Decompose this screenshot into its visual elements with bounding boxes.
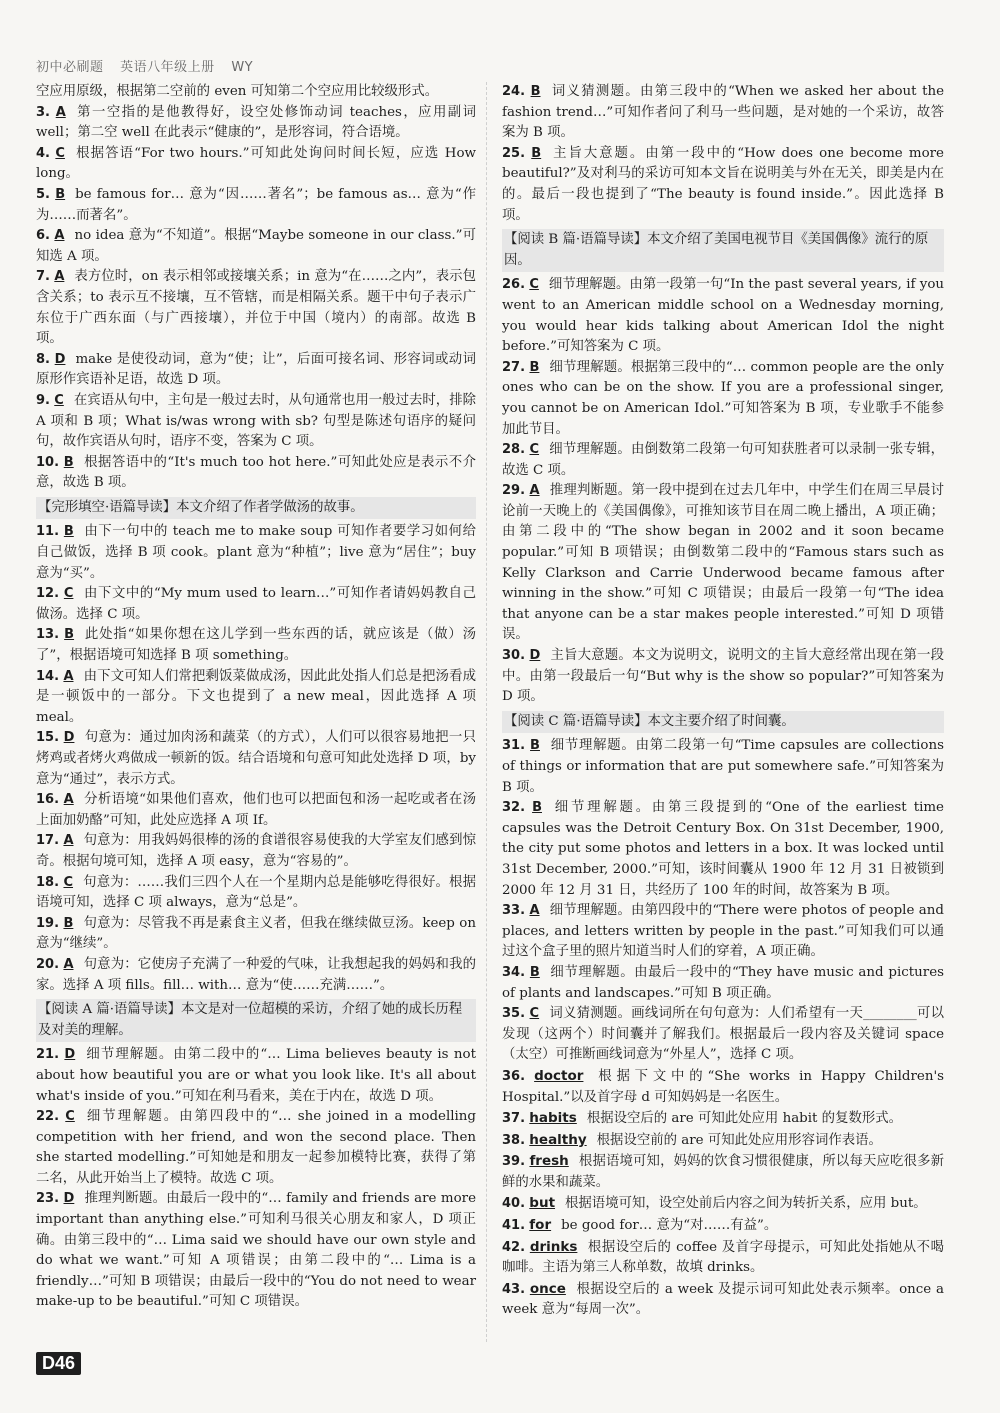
- answer-key: C: [54, 392, 64, 408]
- answer-key: A: [63, 668, 74, 684]
- answer-item: [502, 1237, 944, 1279]
- answer-key: B: [63, 915, 74, 931]
- question-number: 14.: [36, 668, 60, 684]
- explanation-text: 根据下文中的“She works in Happy Children's Hospital.”以及首字母 d 可知妈妈是一名医生。: [502, 1068, 944, 1105]
- answer-key: B: [530, 738, 540, 754]
- explanation-text: 分析语境“如果他们喜欢，他们也可以把面包和汤一起吃或者在汤上面加奶酪”可知，此处应选择 A 项 If。: [36, 792, 476, 828]
- question-number: 30.: [502, 648, 526, 664]
- explanation-text: 细节理解题。由倒数第二段第一句可知获胜者可以录制一张专辑，故选 C 项。: [502, 442, 944, 478]
- explanation-text: 根据语境可知，设空处前后内容之间为转折关系，应用 but。: [565, 1196, 927, 1212]
- explanation-text: 根据语境可知，妈妈的饮食习惯很健康，所以每天应吃很多新鲜的水果和蔬菜。: [502, 1154, 945, 1190]
- answer-item: [36, 1189, 476, 1313]
- question-number: 9.: [36, 392, 50, 408]
- book-title: 初中必刷题: [36, 60, 104, 75]
- explanation-text: 由下文可知人们常把剩饭菜做成汤，因此此处指人们总是把汤看成是一顿饭中的一部分。下文也提到了 a new meal，因此选择 A 项 meal。: [36, 668, 476, 725]
- answer-item: [502, 1151, 944, 1193]
- answer-item: [502, 1004, 944, 1066]
- answer-key: B: [64, 627, 75, 643]
- answer-item: [36, 185, 476, 226]
- answer-key: C: [529, 277, 539, 293]
- answer-key: A: [54, 269, 65, 285]
- explanation-text: 细节理解题。由第四段中的“There were photos of people and places, and letters written by people in the past.”可知我们可以通过这个盒子里的照片知道当时人们的穿着，A 项正确。: [502, 903, 944, 960]
- section-heading: 【阅读 A 篇·语篇导读】本文是对一位超模的采访，介绍了她的成长历程及对美的理解。: [36, 999, 476, 1042]
- question-number: 41.: [502, 1218, 526, 1234]
- answer-item: [502, 358, 944, 440]
- answer-key: fresh: [529, 1153, 569, 1170]
- answer-item: [36, 267, 476, 349]
- answer-item: [502, 1193, 944, 1215]
- section-heading: 【阅读 C 篇·语篇导读】本文主要介绍了时间囊。: [502, 711, 944, 734]
- question-number: 28.: [502, 442, 526, 458]
- answer-key: B: [529, 359, 540, 375]
- answer-key: D: [64, 1047, 76, 1063]
- question-number: 13.: [36, 627, 60, 643]
- question-number: 15.: [36, 730, 60, 746]
- explanation-text: 主旨大意题。由第一段中的“How does one become more beautiful?”及对利马的采访可知本文旨在说明美与外在无关，即美是内在的。最后一段也提到了“The beauty is found inside.”。因此选择 B 项。: [502, 145, 944, 223]
- explanation-text: 表方位时，on 表示相邻或接壤关系；in 意为“在……之内”，表示包含关系；to 表示互不接壤，互不管辖，而是相隔关系。题干中句子表示广东位于广西东面（与广西接壤），并位于中国（境内）的南部。故选 B 项。: [36, 269, 477, 347]
- question-number: 27.: [502, 359, 526, 375]
- answer-item: [502, 901, 944, 963]
- section-heading: 【阅读 B 篇·语篇导读】本文介绍了美国电视节目《美国偶像》流行的原因。: [502, 229, 944, 272]
- question-number: 20.: [36, 956, 60, 972]
- answer-key: B: [532, 800, 542, 816]
- explanation-text: 推理判断题。由最后一段中的“… family and friends are more important than anything else.”可知利马很关心朋友和家人，D 项正确。由第三段中的“… Lima said we should have our own style and do what we want.”可知 A 项错误；由第二段中的“… Lima is a friendly…”可知 B 项错误；由最后一段中的“You do not need to wear make-up to be beautiful.”可知 C 项错误。: [36, 1191, 476, 1310]
- explanation-text: 细节理解题。由最后一段中的“They have music and pictures of plants and landscapes.”可知 B 项正确。: [502, 964, 944, 1001]
- explanation-text: 句意为：尽管我不再是素食主义者，但我在继续做豆汤。keep on 意为“继续”。: [36, 915, 476, 952]
- answer-item: [36, 955, 476, 996]
- column-divider: [486, 82, 487, 1342]
- explanation-text: 根据设空后的 are 可知此处应用 habit 的复数形式。: [586, 1111, 903, 1127]
- subject-title: 英语八年级上册: [120, 60, 215, 75]
- answer-item: [502, 1130, 944, 1152]
- answer-item: [502, 82, 944, 144]
- answer-key: D: [63, 1191, 75, 1207]
- explanation-text: 细节理解题。根据第三段中的“… common people are the only ones who can be on the show. If you are a professional singer, you cannot be on American Idol.”可知答案为 B 项，专业歌手不能参加此节目。: [502, 359, 944, 437]
- question-number: 16.: [36, 792, 60, 808]
- answer-item: [36, 144, 476, 185]
- question-number: 43.: [502, 1281, 526, 1297]
- answer-item: [36, 350, 476, 391]
- answer-key: A: [63, 956, 74, 972]
- explanation-text: be good for… 意为“对……有益”。: [561, 1218, 778, 1234]
- answer-key: C: [63, 586, 74, 602]
- answer-item: [502, 798, 944, 901]
- answer-key: habits: [529, 1110, 577, 1127]
- answer-item: [36, 728, 476, 790]
- edition-label: WY: [231, 60, 254, 75]
- question-number: 26.: [502, 277, 526, 293]
- answer-item: [502, 275, 944, 357]
- question-number: 42.: [502, 1239, 526, 1255]
- explanation-text: 句意为：用我妈妈很棒的汤的食谱很容易使我的大学室友们感到惊奇。根据句境可知，选择 A 项 easy，意为“容易的”。: [36, 833, 476, 869]
- answer-key: A: [54, 228, 65, 244]
- answer-key: C: [55, 145, 65, 161]
- answer-key: C: [65, 1109, 75, 1125]
- question-number: 24.: [502, 84, 526, 99]
- question-number: 25.: [502, 145, 526, 161]
- answer-item: [502, 1108, 944, 1130]
- running-header: [36, 58, 265, 79]
- answer-item: [36, 584, 476, 625]
- question-number: 31.: [502, 738, 526, 754]
- answer-key: D: [63, 730, 75, 746]
- answer-item: [502, 440, 944, 481]
- explanation-text: 细节理解题。由第二段中的“… Lima believes beauty is not about how beautiful you are or what you look like. It's all about what's inside of you.”可知在利马看来，美在于内在，故选 D 项。: [36, 1047, 476, 1104]
- explanation-text: 句意为：它使房子充满了一种爱的气味，让我想起我的妈妈和我的家。选择 A 项 fills。fill… with… 意为“使……充满……”。: [36, 956, 476, 993]
- left-column: [36, 82, 476, 1313]
- question-number: 29.: [502, 483, 526, 499]
- explanation-text: 根据设空前的 are 可知此处应用形容词作表语。: [596, 1132, 882, 1148]
- question-number: 17.: [36, 833, 60, 849]
- question-number: 6.: [36, 228, 50, 244]
- answer-key: B: [529, 964, 540, 980]
- answer-key: healthy: [529, 1131, 587, 1148]
- question-number: 23.: [36, 1191, 60, 1207]
- explanation-text: 细节理解题。由第一段第一句“In the past several years, if you went to an American middle school on a Wednesday morning, you would hear kids talking about American Idol the night before.”可知答案为 C 项。: [502, 277, 944, 355]
- question-number: 21.: [36, 1047, 60, 1063]
- explanation-text: 细节理解题。由第三段提到的“One of the earliest time capsules was the Detroit Century Box. On 31st December, 1900, the city put some photos and letters in a box. It was locked until 31st December, 2000.”可知，该时间囊从 1900 年 12 月 31 日被锁到 2000 年 12 月 31 日，共经历了 100 年的时间，故答案为 B 项。: [502, 800, 944, 898]
- answer-item: [36, 103, 476, 144]
- answer-key: C: [529, 1006, 540, 1022]
- answer-key: D: [54, 351, 66, 367]
- explanation-text: 由下一句中的 teach me to make soup 可知作者要学习如何给自己做饭，选择 B 项 cook。plant 意为“种植”；live 意为“居住”；buy 意为“买”。: [36, 524, 476, 581]
- explanation-text: 词义猜测题。画线词所在句句意为：人们希望有一天________可以发现（这两个）时间囊并了解我们。根据最后一段内容及关键词 space（太空）可推断画线词意为“外星人”，选择 C 项。: [502, 1006, 944, 1063]
- answer-item: [502, 736, 944, 798]
- question-number: 3.: [36, 104, 50, 120]
- question-number: 33.: [502, 903, 526, 919]
- explanation-text: 句意为：通过加肉汤和蔬菜（的方式），人们可以很容易地把一只烤鸡或者烤火鸡做成一顿新的饭。结合语境和句意可知此处选择 D 项，by 意为“通过”，表示方式。: [36, 730, 476, 787]
- question-number: 38.: [502, 1132, 526, 1148]
- answer-item: [36, 226, 476, 267]
- answer-item: [36, 667, 476, 729]
- question-number: 18.: [36, 874, 60, 890]
- answer-item: [36, 625, 476, 666]
- question-number: 12.: [36, 586, 60, 602]
- answer-key: A: [529, 903, 540, 919]
- answer-item: [502, 144, 944, 226]
- explanation-text: 在宾语从句中，主句是一般过去时，从句通常也用一般过去时，排除 A 项和 B 项；What is/was wrong with sb? 句型是陈述句语序的疑问句，故作宾语从句时，语序不变，答案为 C 项。: [36, 392, 476, 450]
- answer-key: C: [63, 874, 74, 890]
- answer-item: [36, 1107, 476, 1189]
- answer-item: [502, 1279, 944, 1321]
- answer-key: B: [63, 524, 74, 540]
- answer-key: B: [531, 145, 542, 161]
- answer-key: C: [529, 442, 540, 458]
- question-number: 11.: [36, 524, 60, 540]
- answer-item: [502, 646, 944, 708]
- explanation-text: 根据答语中的“It's much too hot here.”可知此处应是表示不介意，故选 B 项。: [36, 454, 476, 491]
- answer-key: doctor: [534, 1067, 584, 1084]
- answer-item: [502, 963, 944, 1004]
- question-number: 19.: [36, 915, 60, 931]
- answer-key: but: [529, 1195, 556, 1212]
- page-number: D46: [36, 1352, 81, 1375]
- answer-key: A: [55, 104, 66, 120]
- question-number: 35.: [502, 1006, 526, 1022]
- question-number: 37.: [502, 1111, 526, 1127]
- answer-key: A: [63, 792, 74, 808]
- answer-key: once: [529, 1280, 566, 1297]
- question-number: 8.: [36, 351, 50, 367]
- answer-key: D: [529, 648, 541, 664]
- answer-item: [36, 914, 476, 955]
- explanation-text: no idea 意为“不知道”。根据“Maybe someone in our class.”可知选 A 项。: [36, 228, 476, 264]
- explanation-text: be famous for… 意为“因……著名”；be famous as… 意为“作为……而著名”。: [36, 186, 476, 223]
- answer-continuation: 空应用原级，根据第二空前的 even 可知第二个空应用比较级形式。: [36, 84, 439, 99]
- answer-item: [36, 790, 476, 831]
- answer-key: for: [529, 1217, 552, 1234]
- question-number: 36.: [502, 1068, 526, 1084]
- answer-key: B: [530, 84, 541, 99]
- answer-item: [36, 391, 476, 453]
- answer-key: drinks: [529, 1238, 578, 1255]
- explanation-text: 根据设空后的 a week 及提示词可知此处表示频率。once a week 意为“每周一次”。: [502, 1281, 944, 1318]
- question-number: 34.: [502, 964, 526, 980]
- explanation-text: make 是使役动词，意为“使；让”，后面可接名词、形容词或动词原形作宾语补足语，故选 D 项。: [36, 351, 476, 388]
- explanation-text: 此处指“如果你想在这儿学到一些东西的话，就应该是（做）汤了”，根据语境可知选择 B 项 something。: [36, 627, 477, 664]
- answer-key: B: [55, 186, 66, 202]
- section-heading: 【完形填空·语篇导读】本文介绍了作者学做汤的故事。: [36, 497, 476, 520]
- explanation-text: 推理判断题。第一段中提到在过去几年中，中学生们在周三早晨讨论前一天晚上的《美国偶像》，可推知该节目在周二晚上播出，A 项正确；由第二段中的“The show began in 2002 and it soon became popular.”可知 B 项错误；由倒数第二段中的“Famous stars such as Kelly Clarkson and Carrie Underwood became famous after winning in the show.”可知 C 项错误；由最后一段第一句“The idea that anyone can be a star makes people interested.”可知 D 项错误。: [502, 483, 944, 643]
- answer-item: [36, 522, 476, 584]
- question-number: 10.: [36, 454, 60, 470]
- explanation-text: 根据设空后的 coffee 及首字母提示，可知此处指她从不喝咖啡。主语为第三人称单数，故填 drinks。: [502, 1239, 944, 1276]
- question-number: 4.: [36, 145, 50, 161]
- answer-key: A: [529, 483, 540, 499]
- right-column: [502, 82, 944, 1321]
- question-number: 22.: [36, 1109, 60, 1125]
- explanation-text: 由下文中的“My mum used to learn…”可知作者请妈妈教自己做汤。选择 C 项。: [36, 586, 476, 622]
- question-number: 40.: [502, 1196, 526, 1212]
- answer-item: [36, 1045, 476, 1107]
- answer-item: [502, 1066, 944, 1108]
- answer-item: [36, 873, 476, 914]
- explanation-text: 词义猜测题。由第三段中的“When we asked her about the fashion trend…”可知作者问了利马一些问题，是对她的一个采访，故答案为 B 项。: [502, 84, 944, 141]
- question-number: 39.: [502, 1154, 526, 1170]
- explanation-text: 细节理解题。由第四段中的“… she joined in a modelling competition with her friend, and won the second place. Then she started modelling.”可知她是和朋友一起参加模特比赛，获得了第二名，从此开始当上了模特。故选 C 项。: [36, 1109, 476, 1186]
- answer-key: A: [63, 833, 74, 849]
- answer-item: [502, 481, 944, 646]
- explanation-text: 细节理解题。由第二段第一句“Time capsules are collections of things or information that are put somewhere safe.”可知答案为 B 项。: [502, 738, 944, 795]
- explanation-text: 句意为：……我们三四个人在一个星期内总是能够吃得很好。根据语境可知，选择 C 项 always，意为“总是”。: [36, 874, 477, 911]
- explanation-text: 主旨大意题。本文为说明文，说明文的主旨大意经常出现在第一段中。由第一段最后一句“But why is the show so popular?”可知答案为 D 项。: [502, 648, 944, 705]
- question-number: 32.: [502, 800, 526, 816]
- question-number: 5.: [36, 186, 50, 202]
- answer-item: [36, 831, 476, 872]
- answer-item: [502, 1215, 944, 1237]
- question-number: 7.: [36, 269, 50, 285]
- explanation-text: 根据答语“For two hours.”可知此处询问时间长短，应选 How long。: [36, 145, 476, 182]
- explanation-text: 第一空指的是他教得好，设空处修饰动词 teaches，应用副词 well；第二空 well 在此表示“健康的”，是形容词，符合语境。: [36, 104, 477, 141]
- answer-key: B: [63, 454, 74, 470]
- answer-item: [36, 453, 476, 494]
